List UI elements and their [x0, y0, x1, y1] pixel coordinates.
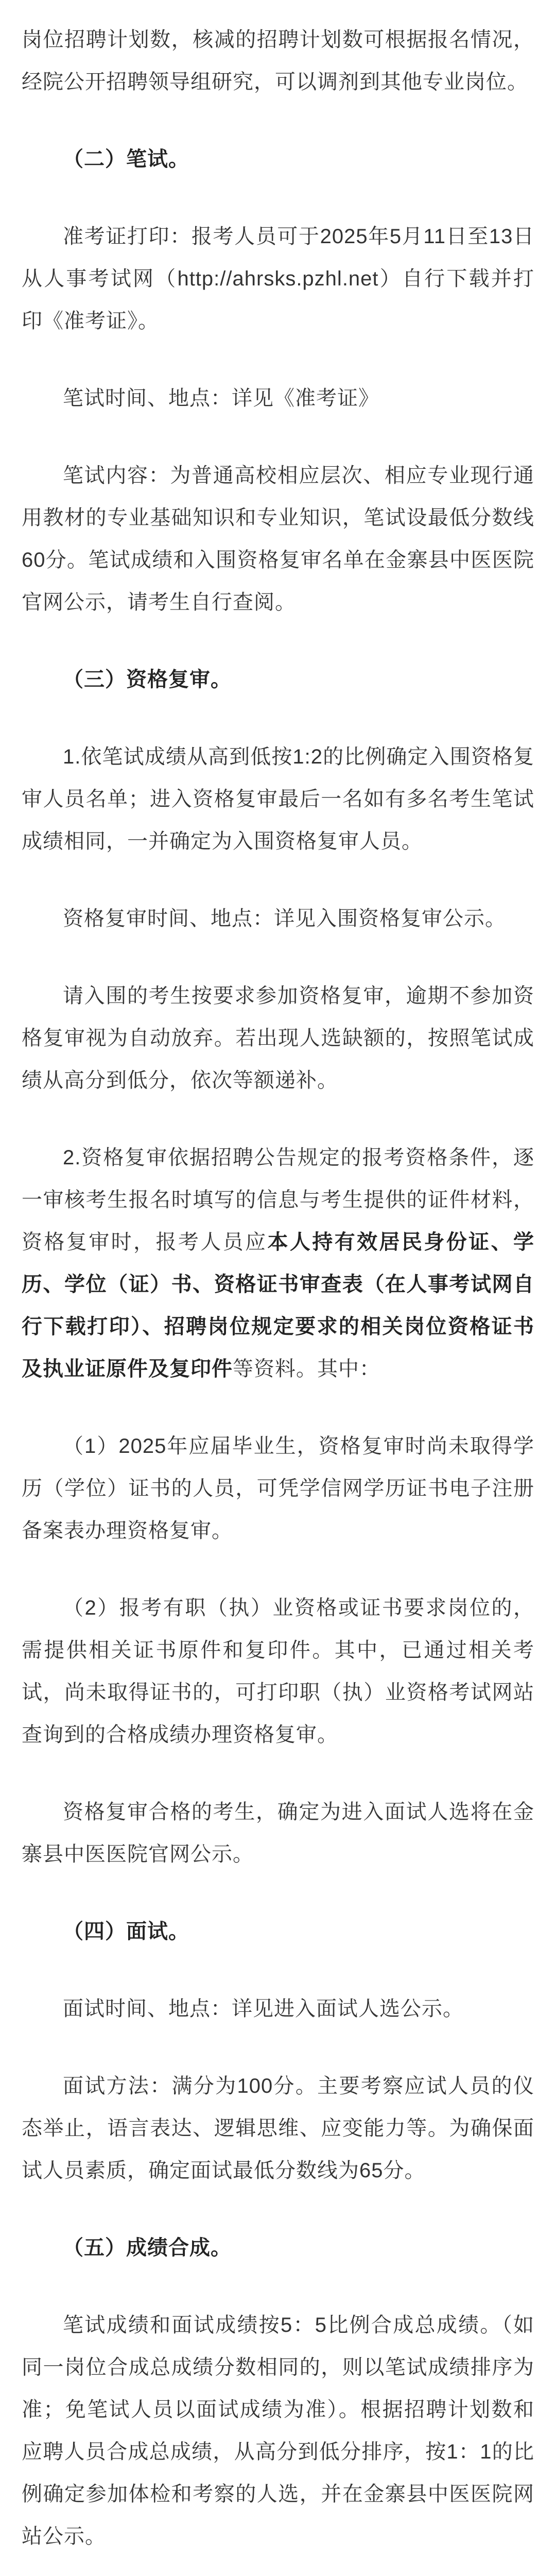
- intro-paragraph: 岗位招聘计划数，核减的招聘计划数可根据报名情况，经院公开招聘领导组研究，可以调剂到其他专业岗位。: [22, 28, 534, 93]
- review-materials-text-a: 2.资格复审依据招聘公告规定的报考资格条件，逐一审核考生报名时填写的信息与考生提供的证件材料，资格复审时，报考人员应: [22, 1146, 534, 1253]
- review-materials-required-docs: 本人持有效居民身份证、学历、学位（证）书、资格证书审查表（在人事考试网自行下载打印）、招聘岗位规定要求的相关岗位资格证书及执业证原件及复印件: [22, 1231, 534, 1380]
- review-time-place-paragraph: 资格复审时间、地点：详见入围资格复审公示。: [63, 907, 506, 930]
- section-written-exam-heading: （二）笔试。: [63, 148, 189, 171]
- section-interview-heading: （四）面试。: [63, 1920, 189, 1943]
- review-list-paragraph: 1.依笔试成绩从高到低按1:2的比例确定入围资格复审人员名单；进入资格复审最后一名如有多名考生笔试成绩相同，一并确定为入围资格复审人员。: [22, 745, 534, 853]
- section-qualification-review-heading: （三）资格复审。: [63, 668, 232, 691]
- review-attendance-paragraph: 请入围的考生按要求参加资格复审，逾期不参加资格复审视为自动放弃。若出现人选缺额的，按照笔试成绩从高分到低分，依次等额递补。: [22, 985, 534, 1092]
- admission-ticket-paragraph: 准考证打印：报考人员可于2025年5月11日至13日从人事考试网（http://ahrsks.pzhl.net）自行下载并打印《准考证》。: [22, 225, 534, 332]
- score-synthesis-paragraph: 笔试成绩和面试成绩按5：5比例合成总成绩。（如同一岗位合成总成绩分数相同的，则以笔试成绩排序为准；免笔试人员以面试成绩为准）。根据招聘计划数和应聘人员合成总成绩，从高分到低分排序，按1：1的比例确定参加体检和考察的人选，并在金寨县中医医院网站公示。: [22, 2314, 534, 2548]
- review-materials-text-c: 等资料。其中：: [233, 1358, 380, 1380]
- certificate-paragraph: （2）报考有职（执）业资格或证书要求岗位的，需提供相关证书原件和复印件。其中，已通过相关考试，尚未取得证书的，可打印职（执）业资格考试网站查询到的合格成绩办理资格复审。: [22, 1597, 534, 1746]
- review-pass-paragraph: 资格复审合格的考生，确定为进入面试人选将在金寨县中医医院官网公示。: [22, 1801, 534, 1866]
- interview-method-paragraph: 面试方法：满分为100分。主要考察应试人员的仪态举止，语言表达、逻辑思维、应变能力等。为确保面试人员素质，确定面试最低分数线为65分。: [22, 2075, 534, 2182]
- graduates-paragraph: （1）2025年应届毕业生，资格复审时尚未取得学历（学位）证书的人员，可凭学信网学历证书电子注册备案表办理资格复审。: [22, 1435, 534, 1542]
- interview-time-place-paragraph: 面试时间、地点：详见进入面试人选公示。: [63, 1997, 464, 2020]
- exam-time-place-paragraph: 笔试时间、地点：详见《准考证》: [63, 387, 379, 410]
- section-score-synthesis-heading: （五）成绩合成。: [63, 2236, 232, 2259]
- review-materials-paragraph: [22, 1137, 534, 1390]
- exam-content-paragraph: 笔试内容：为普通高校相应层次、相应专业现行通用教材的专业基础知识和专业知识，笔试设最低分数线60分。笔试成绩和入围资格复审名单在金寨县中医医院官网公示，请考生自行查阅。: [22, 464, 534, 614]
